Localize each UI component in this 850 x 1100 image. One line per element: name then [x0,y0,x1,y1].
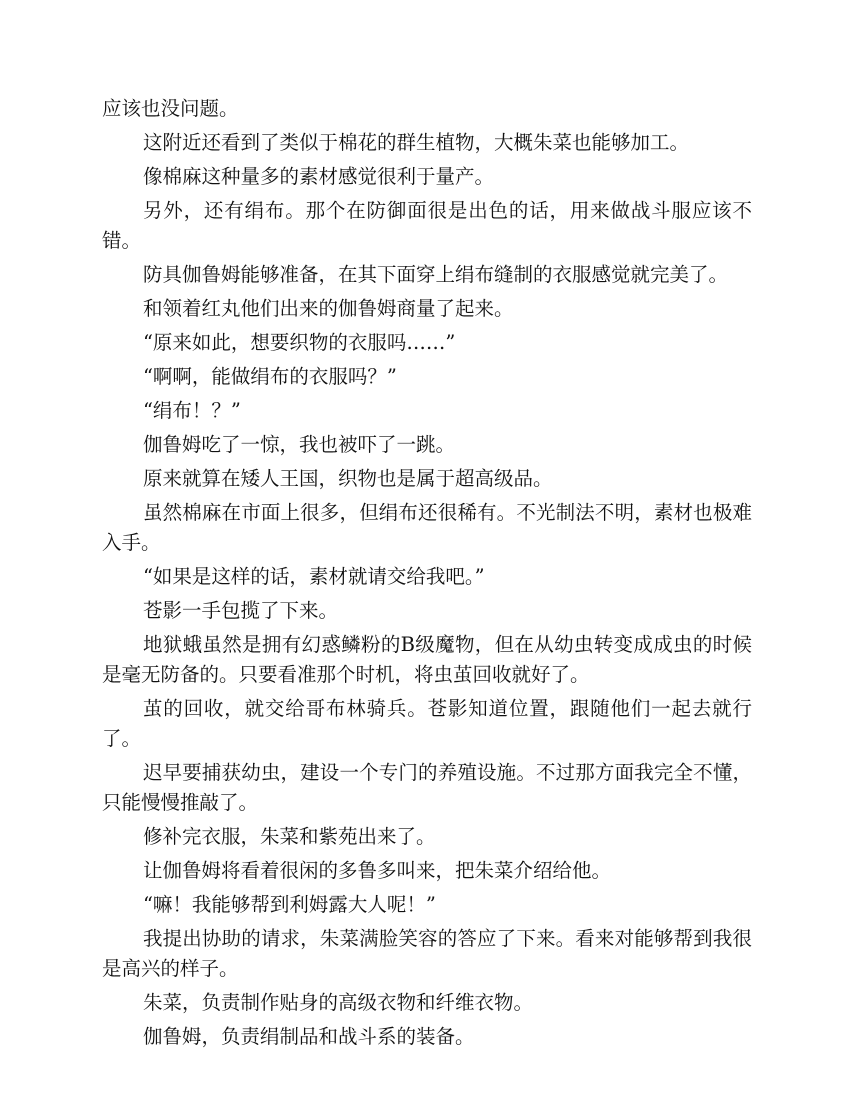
paragraph: 伽鲁姆，负责绢制品和战斗系的装备。 [142,1025,475,1048]
paragraph: 防具伽鲁姆能够准备，在其下面穿上绢布缝制的衣服感觉就完美了。 [142,263,728,286]
paragraph: 像棉麻这种量多的素材感觉很利于量产。 [142,165,494,188]
document-page [102,94,752,1056]
paragraph: “啊啊，能做绢布的衣服吗？” [142,365,397,388]
paragraph: 我提出协助的请求，朱菜满脸笑容的答应了下来。看来对能够帮到我很是高兴的样子。 [102,927,752,980]
paragraph: “如果是这样的话，素材就请交给我吧。” [142,565,485,588]
paragraph: “原来如此，想要织物的衣服吗……” [142,331,456,354]
paragraph: 这附近还看到了类似于棉花的群生植物，大概朱菜也能够加工。 [142,131,689,154]
paragraph: 伽鲁姆吃了一惊，我也被吓了一跳。 [142,433,455,456]
paragraph: 虽然棉麻在市面上很多，但绢布还很稀有。不光制法不明，素材也极难入手。 [102,501,752,554]
paragraph: 和领着红丸他们出来的伽鲁姆商量了起来。 [142,297,514,320]
paragraph: 茧的回收，就交给哥布林骑兵。苍影知道位置，跟随他们一起去就行了。 [102,697,752,750]
paragraph: “绢布！？” [142,399,241,422]
paragraph: 迟早要捕获幼虫，建设一个专门的养殖设施。不过那方面我完全不懂，只能慢慢推敲了。 [102,761,752,814]
paragraph: 应该也没问题。 [102,97,239,120]
paragraph: “嘛！我能够帮到利姆露大人呢！” [142,893,436,916]
paragraph: 朱菜，负责制作贴身的高级衣物和纤维衣物。 [142,991,533,1014]
paragraph: 另外，还有绢布。那个在防御面很是出色的话，用来做战斗服应该不错。 [102,199,752,252]
paragraph: 苍影一手包揽了下来。 [142,599,338,622]
paragraph: 修补完衣服，朱菜和紫苑出来了。 [142,825,436,848]
paragraph: 原来就算在矮人王国，织物也是属于超高级品。 [142,467,553,490]
paragraph: 地狱蛾虽然是拥有幻惑鳞粉的B级魔物，但在从幼虫转变成成虫的时候是毫无防备的。只要看准那个时机，将虫茧回收就好了。 [102,633,752,686]
paragraph: 让伽鲁姆将看着很闲的多鲁多叫来，把朱菜介绍给他。 [142,859,611,882]
